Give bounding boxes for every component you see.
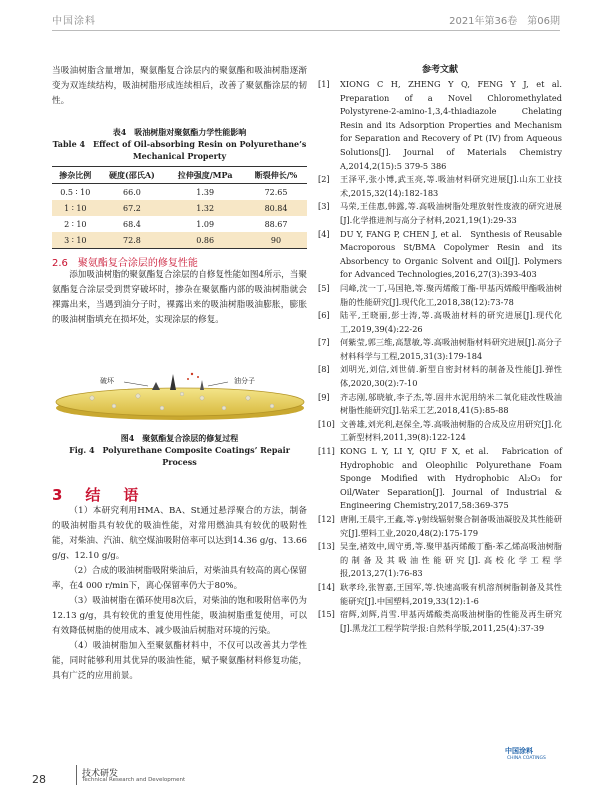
reference-text: 文善雄,刘光利,赵保全,等.高吸油树脂的合成及应用研究[J].化工新型材料,2011,39(8):122-124 — [340, 418, 562, 443]
mechanical-property-table — [52, 166, 307, 249]
table-cell: 72.8 — [123, 235, 141, 245]
table-cell: 1 ∶ 10 — [64, 203, 87, 213]
table-caption-en-2: Mechanical Property — [132, 151, 227, 161]
reference-item — [318, 513, 562, 540]
reference-item — [318, 391, 562, 418]
reference-number: [3] — [318, 201, 330, 212]
reference-item — [318, 228, 562, 282]
table-row — [52, 232, 307, 249]
footer-divider — [76, 765, 77, 785]
table-cell: 1.32 — [196, 203, 215, 213]
reference-number: [7] — [318, 337, 330, 348]
reference-number: [1] — [318, 79, 330, 89]
issue-info: 2021年第36卷 第06期 — [449, 16, 560, 27]
reference-number: [11] — [318, 446, 335, 457]
table-cell: 68.4 — [123, 219, 141, 229]
table-header-cell: 拉伸强度/MPa — [177, 169, 233, 180]
reference-number: [6] — [318, 310, 330, 321]
table-header-row — [52, 167, 307, 184]
reference-number: [9] — [318, 391, 330, 402]
footer-section-en: Technical Research and Development — [82, 777, 186, 783]
label-damage: 破坏 — [100, 377, 114, 385]
reference-item — [318, 445, 562, 513]
reference-item — [318, 282, 562, 309]
table-row — [52, 184, 307, 201]
table-cell: 80.84 — [264, 203, 288, 213]
table-caption-cn: 表4 吸油树脂对聚氨酯力学性能影响 — [112, 127, 247, 137]
journal-logo: 中国涂料 — [505, 747, 533, 755]
reference-item — [318, 608, 562, 635]
conclusion-1: （1）本研究利用HMA、BA、St通过悬浮聚合的方法，制备的吸油树脂具有较优的吸油性能，对常用燃油具有较优的吸附性能，对柴油、汽油、航空煤油吸附倍率可以达到14.36 g/g、13.66 g/g、12.10 g/g。 — [52, 506, 307, 561]
table-header-cell: 断裂伸长/% — [254, 169, 298, 180]
table-cell: 67.2 — [123, 203, 141, 213]
section-2-6-heading: 2.6 聚氨酯复合涂层的修复性能 — [52, 258, 198, 269]
page-number: 28 — [32, 773, 46, 786]
table-cell: 2 ∶ 10 — [64, 219, 87, 229]
reference-text: 唐刚,王晨宇,王鑫,等.γ射线辐射聚合制备吸油凝胶及其性能研究[J].塑料工业,2020,48(2):175-179 — [340, 514, 562, 538]
reference-text: 闫峰,沈一丁,马国艳,等.聚丙烯酸丁酯-甲基丙烯酸甲酯吸油树脂的性能研究[J].现代化工,2018,38(12):73-78 — [340, 282, 562, 307]
reference-item — [318, 418, 562, 445]
reference-text: 宿辉,刘辉,肖雪.甲基丙烯酸类高吸油树脂的性能及再生研究[J].黑龙江工程学院学报:自然科学版,2011,25(4):37-39 — [340, 609, 562, 633]
reference-text: KONG L Y, LI Y, QIU F X, et al. Fabrication of Hydrophobic and Oleophilic Polyurethane Foam Sponge Modified with Hydrophobic Al₂O₃ for Oil/Water Separation[J]. Journal of Industrial & Engineering Chemistry,2017,58:369-375 — [340, 446, 562, 511]
reference-number: [8] — [318, 364, 330, 375]
section-3-heading: 3 结 语 — [52, 486, 143, 504]
table-row — [52, 216, 307, 232]
table-caption-en: Table 4 Effect of Oil-absorbing Resin on Polyurethane’s — [52, 139, 307, 149]
section-2-6-body: 添加吸油树脂的聚氨酯复合涂层的自修复性能如图4所示，当聚氨酯复合涂层受到贯穿破坏时，掺杂在聚氨酯内部的吸油树脂就会裸露出来，当遇到油分子时，裸露出来的吸油树脂吸油膨胀，膨胀的吸油树脂填充在损坏处，实现涂层的修复。 — [52, 270, 307, 325]
reference-item — [318, 336, 562, 363]
reference-item — [318, 309, 562, 336]
references-heading: 参考文献 — [421, 65, 458, 75]
reference-number: [14] — [318, 581, 335, 592]
conclusion-3: （3）吸油树脂在循环使用8次后，对柴油的饱和吸附倍率仍为12.13 g/g，具有较优的重复使用性能，吸油树脂重复使用，可以有效降低树脂的使用成本、减少吸油后树脂对环境的污染。 — [52, 596, 307, 636]
intro-paragraph: 当吸油树脂含量增加，聚氨酯复合涂层内的聚氨酯和吸油树脂逐渐变为双连续结构，吸油树脂形成连续相后，改善了聚氨酯涂层的韧性。 — [52, 66, 307, 106]
table-cell: 1.39 — [196, 187, 215, 197]
reference-item — [318, 540, 562, 581]
journal-logo-en: CHINA COATINGS — [507, 756, 546, 761]
reference-number: [12] — [318, 514, 335, 524]
reference-item — [318, 200, 562, 227]
table-cell: 66.0 — [123, 187, 141, 197]
table-cell: 88.67 — [264, 219, 288, 229]
conclusion-4: （4）吸油树脂加入至聚氨酯材料中，不仅可以改善其力学性能，同时能够利用其优异的吸油性能，赋予聚氨酯材料修复功能，具有广泛的应用前景。 — [52, 641, 307, 681]
reference-number: [10] — [318, 418, 335, 429]
reference-number: [4] — [318, 228, 330, 239]
reference-item — [318, 363, 562, 390]
table-cell: 3 ∶ 10 — [64, 235, 87, 245]
reference-text: 刘明光,刘信,刘世倩.新型自密封材料的制备及性能[J].弹性体,2020,30(2):7-10 — [340, 364, 562, 389]
reference-text: 王泽平,张小博,武玉亮,等.吸油材料研究进展[J].山东工业技术,2015,32(14):182-183 — [340, 174, 562, 198]
table-cell: 0.86 — [196, 235, 215, 245]
conclusion-2: （2）合成的吸油树脂吸附柴油后，对柴油具有较高的离心保留率，在4 000 r/min下，离心保留率仍大于80%。 — [52, 566, 307, 591]
reference-list — [318, 78, 562, 635]
figure-4-illustration — [52, 368, 307, 424]
reference-item — [318, 78, 562, 173]
reference-text: 陆平,王晓丽,彭士涛,等.高吸油材料的研究进展[J].现代化工,2019,39(4):22-26 — [340, 310, 562, 334]
table-row — [52, 200, 307, 216]
figure-caption-en: Fig. 4 Polyurethane Composite Coatings’ Repair Process — [69, 445, 290, 467]
reference-item — [318, 173, 562, 200]
reference-text: 耿孝玲,张智嘉,王国军,等.快速高吸有机溶剂树脂制备及其性能研究[J].中国塑料,2019,33(12):1-6 — [340, 581, 562, 606]
figure-caption-cn: 图4 聚氨酯复合涂层的修复过程 — [120, 433, 239, 443]
reference-text: 何紫莹,郭三维,高慧敏,等.高吸油树脂材料研究进展[J].高分子材料科学与工程,2015,31(3):179-184 — [340, 337, 562, 361]
reference-number: [15] — [318, 609, 335, 620]
reference-text: 吴奎,褚效中,周守勇,等.聚甲基丙烯酸丁酯-苯乙烯高吸油树脂的制备及其吸油性能研究[J].高校化学工程学报,2013,27(1):76-83 — [340, 541, 562, 579]
footer-section: 技术研发 — [82, 769, 119, 779]
label-oil-molecule: 油分子 — [234, 377, 255, 385]
table-cell: 0.5 ∶ 10 — [60, 187, 91, 197]
reference-number: [2] — [318, 174, 330, 185]
reference-text: 齐志刚,邬晓敏,李子杰,等.固井水泥用纳米二氧化硅改性吸油树脂性能研究[J].钻采工艺,2018,41(5):85-88 — [340, 391, 562, 416]
journal-name: 中国涂料 — [52, 16, 96, 27]
table-header-cell: 掺杂比例 — [59, 169, 92, 180]
conclusions — [52, 504, 307, 684]
table-cell: 72.65 — [264, 187, 288, 197]
reference-text: DU Y, FANG P, CHEN J, et al. Synthesis of Reusable Macroporous St/BMA Copolymer Resin and its Absorbency to Organic Solvent and Oil[J]. Polymers for Advanced Technologies,2016,27(3):393-403 — [340, 228, 562, 280]
table-cell: 90 — [270, 235, 282, 245]
repair-process-diagram — [52, 368, 307, 424]
reference-item — [318, 581, 562, 608]
header-divider — [52, 30, 560, 31]
reference-number: [13] — [318, 541, 335, 552]
reference-text: XIONG C H, ZHENG Y Q, FENG Y J, et al. Preparation of a Novel Chloromethylated Polystyrene-2-amino-1,3,4-thiadiazole Chelating Resin and its Adsorption Properties and Mechanism for Separation and Recovery of Pt (IV) from Aqueous Solutions[J]. Journal of Materials Chemistry A,2014,2(15):5 379-5 386 — [340, 79, 562, 171]
table-header-cell: 硬度(邵氏A) — [109, 169, 155, 180]
reference-number: [5] — [318, 282, 330, 293]
table-4 — [52, 126, 307, 249]
table-cell: 1.09 — [196, 219, 215, 229]
reference-text: 马荣,王佳惠,韩露,等.高吸油树脂处理放射性废液的研究进展[J].化学推进剂与高分子材料,2021,19(1):29-33 — [340, 201, 562, 225]
